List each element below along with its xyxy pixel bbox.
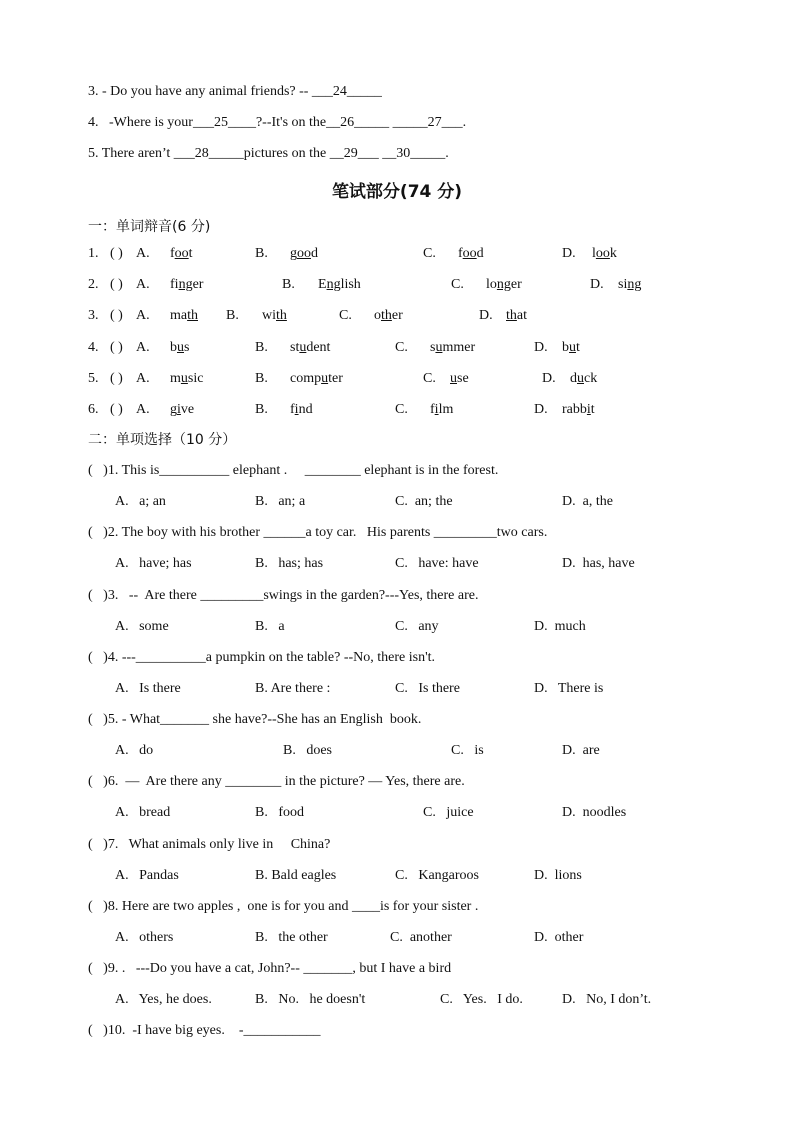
option-word: foot — [170, 246, 193, 261]
listening-line-5: 5. There aren’t ___28_____pictures on the __29___ __30_____. — [88, 146, 449, 161]
choice-option: C. another — [390, 930, 452, 945]
option-label: C. — [339, 308, 352, 323]
option-label: A. — [136, 308, 150, 323]
answer-blank[interactable]: ( ) — [110, 277, 123, 292]
question-text: ( )4. ---__________a pumpkin on the table? --No, there isn't. — [88, 650, 435, 665]
underlined-letters: ng — [178, 277, 193, 292]
choice-option: C. Is there — [395, 681, 460, 696]
written-section-title: 笔试部分(74 分) — [331, 182, 463, 202]
choice-option: A. some — [115, 619, 169, 634]
phonetics-item-number: 4. — [88, 340, 99, 355]
answer-blank[interactable]: ( ) — [110, 371, 123, 386]
underlined-letters: u — [435, 340, 443, 355]
underlined-letters: oo — [297, 246, 311, 261]
underlined-letters: u — [450, 371, 457, 386]
choice-option: A. bread — [115, 805, 171, 820]
option-label: B. — [255, 340, 268, 355]
option-word: with — [262, 308, 287, 323]
underlined-letters: ng — [496, 277, 511, 292]
option-word: summer — [430, 340, 476, 355]
underlined-letters: i — [586, 402, 591, 417]
choice-option: D. There is — [534, 681, 604, 696]
choice-option: B. an; a — [255, 494, 306, 509]
underlined-letters: u — [177, 340, 184, 355]
choice-option: B. a — [255, 619, 285, 634]
choice-option: A. a; an — [115, 494, 166, 509]
option-label: C. — [451, 277, 464, 292]
underlined-letters: i — [434, 402, 439, 417]
choice-option: C. Yes. I do. — [440, 992, 523, 1007]
option-label: B. — [282, 277, 295, 292]
option-word: sing — [618, 277, 642, 292]
choice-option: C. have: have — [395, 556, 479, 571]
option-word: duck — [570, 371, 598, 386]
choice-option: B. Bald eagles — [255, 868, 337, 883]
underlined-letters: ng — [627, 277, 642, 292]
option-word: bus — [170, 340, 190, 355]
phonetics-item-number: 5. — [88, 371, 99, 386]
option-word: other — [374, 308, 403, 323]
option-label: B. — [255, 371, 268, 386]
choice-option: B. the other — [255, 930, 328, 945]
choice-option: C. Kangaroos — [395, 868, 479, 883]
option-label: A. — [136, 277, 150, 292]
underlined-letters: oo — [462, 246, 477, 261]
choice-option: A. Yes, he does. — [115, 992, 212, 1007]
option-label: C. — [423, 371, 436, 386]
question-text: ( )10. -I have big eyes. -___________ — [88, 1023, 321, 1038]
underlined-letters: oo — [595, 246, 610, 261]
option-label: D. — [479, 308, 493, 323]
option-label: A. — [136, 402, 150, 417]
choice-option: A. Is there — [115, 681, 181, 696]
option-word: find — [290, 402, 313, 417]
choice-heading: 二：单项选择（10 分） — [88, 432, 237, 448]
option-label: B. — [255, 402, 268, 417]
option-label: C. — [395, 340, 408, 355]
underlined-letters: u — [180, 371, 188, 386]
answer-blank[interactable]: ( ) — [110, 340, 123, 355]
phonetics-item-number: 2. — [88, 277, 99, 292]
phonetics-heading: 一：单词辩音(6 分) — [88, 219, 211, 235]
answer-blank[interactable]: ( ) — [110, 402, 123, 417]
question-text: ( )5. - What_______ she have?--She has an English book. — [88, 712, 422, 727]
option-label: C. — [395, 402, 408, 417]
option-word: student — [290, 340, 331, 355]
choice-option: D. much — [534, 619, 586, 634]
option-word: give — [170, 402, 195, 417]
option-word: English — [318, 277, 361, 292]
underlined-letters: oo — [174, 246, 189, 261]
option-word: math — [170, 308, 198, 323]
question-text: ( )8. Here are two apples , one is for you and ____is for your sister . — [88, 899, 479, 914]
option-word: food — [458, 246, 484, 261]
underlined-letters: u — [299, 340, 307, 355]
choice-option: D. are — [562, 743, 600, 758]
answer-blank[interactable]: ( ) — [110, 246, 123, 261]
option-label: C. — [423, 246, 436, 261]
underlined-letters: u — [577, 371, 584, 386]
question-text: ( )2. The boy with his brother ______a toy car. His parents _________two cars. — [88, 525, 548, 540]
listening-line-3: 3. - Do you have any animal friends? -- ___24_____ — [88, 84, 382, 99]
option-label: B. — [255, 246, 268, 261]
phonetics-item-number: 1. — [88, 246, 99, 261]
option-label: A. — [136, 371, 150, 386]
option-word: that — [506, 308, 527, 323]
choice-option: D. a, the — [562, 494, 613, 509]
option-label: D. — [534, 402, 548, 417]
option-word: computer — [290, 371, 343, 386]
option-label: D. — [542, 371, 556, 386]
option-word: film — [430, 402, 454, 417]
option-word: use — [450, 371, 469, 386]
choice-option: D. other — [534, 930, 584, 945]
choice-option: B. does — [283, 743, 332, 758]
answer-blank[interactable]: ( ) — [110, 308, 123, 323]
option-word: look — [592, 246, 617, 261]
option-label: A. — [136, 246, 150, 261]
option-label: B. — [226, 308, 239, 323]
underlined-letters: i — [177, 402, 181, 417]
listening-line-4: 4. -Where is your___25____?--It's on the__26_____ _____27___. — [88, 115, 467, 130]
choice-option: B. has; has — [255, 556, 324, 571]
choice-option: D. lions — [534, 868, 582, 883]
option-word: longer — [486, 277, 522, 292]
option-word: but — [562, 340, 580, 355]
choice-option: A. do — [115, 743, 154, 758]
choice-option: A. have; has — [115, 556, 192, 571]
question-text: ( )9. . ---Do you have a cat, John?-- _______, but I have a bird — [88, 961, 452, 976]
option-label: D. — [534, 340, 548, 355]
choice-option: D. noodles — [562, 805, 627, 820]
underlined-letters: th — [187, 308, 198, 323]
choice-option: B. No. he doesn't — [255, 992, 366, 1007]
choice-option: B. Are there : — [255, 681, 331, 696]
underlined-letters: u — [321, 371, 329, 386]
question-text: ( )6. — Are there any ________ in the picture? — Yes, there are. — [88, 774, 465, 789]
choice-option: C. is — [451, 743, 484, 758]
choice-option: D. No, I don’t. — [562, 992, 652, 1007]
choice-option: A. others — [115, 930, 174, 945]
choice-option: C. juice — [423, 805, 474, 820]
option-word: rabbit — [562, 402, 595, 417]
phonetics-item-number: 3. — [88, 308, 99, 323]
option-word: music — [170, 371, 204, 386]
option-word: good — [290, 246, 318, 261]
underlined-letters: ng — [326, 277, 341, 292]
underlined-letters: th — [506, 308, 517, 323]
phonetics-item-number: 6. — [88, 402, 99, 417]
choice-option: D. has, have — [562, 556, 635, 571]
choice-option: C. any — [395, 619, 439, 634]
option-label: D. — [590, 277, 604, 292]
underlined-letters: i — [294, 402, 299, 417]
question-text: ( )3. -- Are there _________swings in the garden?---Yes, there are. — [88, 588, 479, 603]
question-text: ( )7. What animals only live in China? — [88, 837, 331, 852]
underlined-letters: th — [381, 308, 392, 323]
option-label: A. — [136, 340, 150, 355]
choice-option: C. an; the — [395, 494, 453, 509]
choice-option: B. food — [255, 805, 304, 820]
option-word: finger — [170, 277, 204, 292]
underlined-letters: th — [276, 308, 287, 323]
question-text: ( )1. This is__________ elephant . ________ elephant is in the forest. — [88, 463, 499, 478]
choice-option: A. Pandas — [115, 868, 179, 883]
underlined-letters: u — [569, 340, 576, 355]
option-label: D. — [562, 246, 576, 261]
